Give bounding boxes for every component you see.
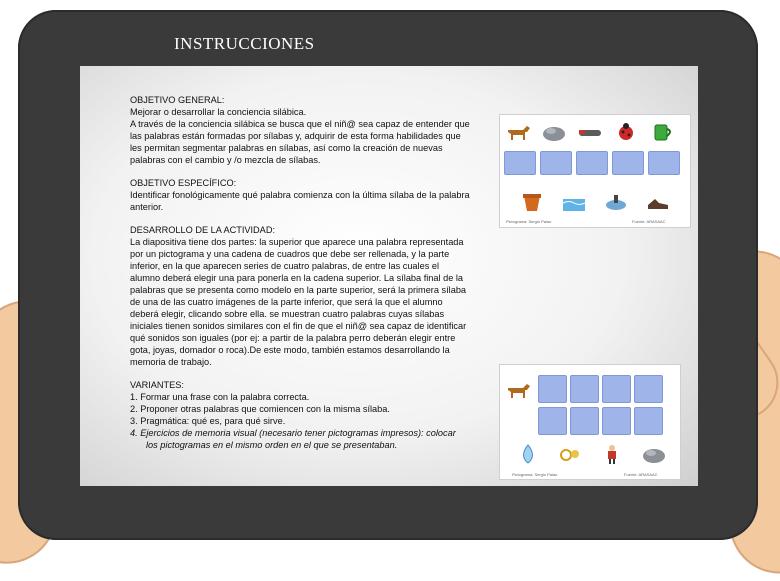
rock-icon bbox=[540, 121, 568, 143]
text-line: qué sonidos son iguales (por ej: a partir de la palabra perro deberán elegir entre bbox=[130, 333, 456, 343]
text-line: anterior. bbox=[130, 202, 164, 212]
answer-slot[interactable] bbox=[504, 151, 536, 175]
ladybug-icon bbox=[612, 121, 640, 143]
general-heading: OBJETIVO GENERAL: bbox=[130, 95, 225, 105]
answer-slot[interactable] bbox=[538, 375, 567, 403]
text-line: inferior, en la que aparecen series de cuatro palabras, de entre las cuales el bbox=[130, 261, 439, 271]
text-line: palabras que se presenta como modelo en la parte superior, será la primera sílaba bbox=[130, 285, 467, 295]
answer-slot[interactable] bbox=[634, 407, 663, 435]
answer-slot[interactable] bbox=[602, 407, 631, 435]
answer-slot[interactable] bbox=[540, 151, 572, 175]
text-line: por un pictograma y una cadena de cuadros que debe ser rellenada, y la parte bbox=[130, 249, 450, 259]
crocodile-icon bbox=[576, 121, 604, 143]
dog-icon bbox=[504, 121, 532, 143]
rock-icon bbox=[640, 443, 668, 465]
variants-heading: VARIANTES: bbox=[130, 380, 184, 390]
text-line: Identificar fonológicamente qué palabra comienza con la última sílaba de la palabra bbox=[130, 190, 470, 200]
tablet-title: INSTRUCCIONES bbox=[174, 34, 315, 53]
answer-slot[interactable] bbox=[570, 375, 599, 403]
pool-icon bbox=[560, 191, 588, 213]
text-line: les permitan segmentar palabras en sílabas, así como la creación de nuevas bbox=[130, 143, 443, 153]
variants-section bbox=[130, 379, 502, 451]
image-credit: Pictograma: Sergio Palao bbox=[506, 219, 552, 224]
text-line: deberá elegir, clicando sobre ella. se muestran cuatro palabras cuyas sílabas bbox=[130, 309, 445, 319]
variant-item: 1. Formar una frase con la palabra correcta. bbox=[130, 392, 310, 402]
activity-development bbox=[130, 224, 502, 368]
activity-thumbnail-1[interactable] bbox=[499, 114, 691, 228]
water-drop-icon bbox=[514, 443, 542, 465]
tablet-screen bbox=[80, 66, 698, 486]
specific-heading: OBJETIVO ESPECÍFICO: bbox=[130, 178, 237, 188]
text-line: palabras con el cambio y /o mezcla de sílabas. bbox=[130, 155, 321, 165]
text-line: Mejorar o desarrollar la conciencia silábica. bbox=[130, 107, 307, 117]
answer-slot[interactable] bbox=[576, 151, 608, 175]
specific-objective bbox=[130, 177, 502, 213]
text-line: La diapositiva tiene dos partes: la superior que aparece una palabra representada bbox=[130, 237, 464, 247]
development-heading: DESARROLLO DE LA ACTIVIDAD: bbox=[130, 225, 276, 235]
image-credit: Pictograma: Sergio Palao bbox=[512, 472, 558, 477]
variant-item-italic: 4. Ejercicios de memoria visual (necesario tener pictogramas impresos): colocar bbox=[130, 428, 456, 438]
scale-icon bbox=[602, 191, 630, 213]
text-line: alumno deberá elegir una para ponerla en la cadena superior. La sílaba final de la bbox=[130, 273, 464, 283]
dog-icon bbox=[504, 379, 532, 401]
text-line: iniciales tienen sonidos similares con el fin de que el niñ@ sea capaz de identificar bbox=[130, 321, 467, 331]
variant-item: 2. Proponer otras palabras que comiencen con la misma sílaba. bbox=[130, 404, 390, 414]
answer-slot[interactable] bbox=[634, 375, 663, 403]
text-line: A través de la conciencia silábica se busca que el niñ@ sea capaz de entender que bbox=[130, 119, 470, 129]
instructions-text bbox=[130, 94, 502, 451]
shoe-icon bbox=[644, 191, 672, 213]
text-line: de una de las cuatro imágenes de la parte inferior, que será la que el alumno bbox=[130, 297, 443, 307]
image-credit: Fuente: ARASAAC bbox=[632, 219, 666, 224]
variant-item: 3. Pragmática: qué es, para qué sirve. bbox=[130, 416, 286, 426]
answer-slot[interactable] bbox=[612, 151, 644, 175]
image-credit: Fuente: ARASAAC bbox=[624, 472, 658, 477]
text-line: memoria de trabajo. bbox=[130, 357, 212, 367]
answer-slot[interactable] bbox=[538, 407, 567, 435]
text-line: las palabras están formadas por sílabas y, adquirir de esta forma habilidades que bbox=[130, 131, 461, 141]
tamer-icon bbox=[598, 443, 626, 465]
answer-slot[interactable] bbox=[648, 151, 680, 175]
jewels-icon bbox=[556, 443, 584, 465]
flowerpot-icon bbox=[518, 191, 546, 213]
variant-item-italic-cont: los pictogramas en el mismo orden en el que se presentaban. bbox=[146, 440, 398, 450]
general-objective bbox=[130, 94, 502, 166]
answer-slot[interactable] bbox=[570, 407, 599, 435]
activity-thumbnail-2[interactable] bbox=[499, 364, 681, 480]
text-line: gota, joyas, domador o roca).De este modo, también estamos desarrollando la bbox=[130, 345, 450, 355]
cup-icon bbox=[648, 121, 676, 143]
answer-slot[interactable] bbox=[602, 375, 631, 403]
